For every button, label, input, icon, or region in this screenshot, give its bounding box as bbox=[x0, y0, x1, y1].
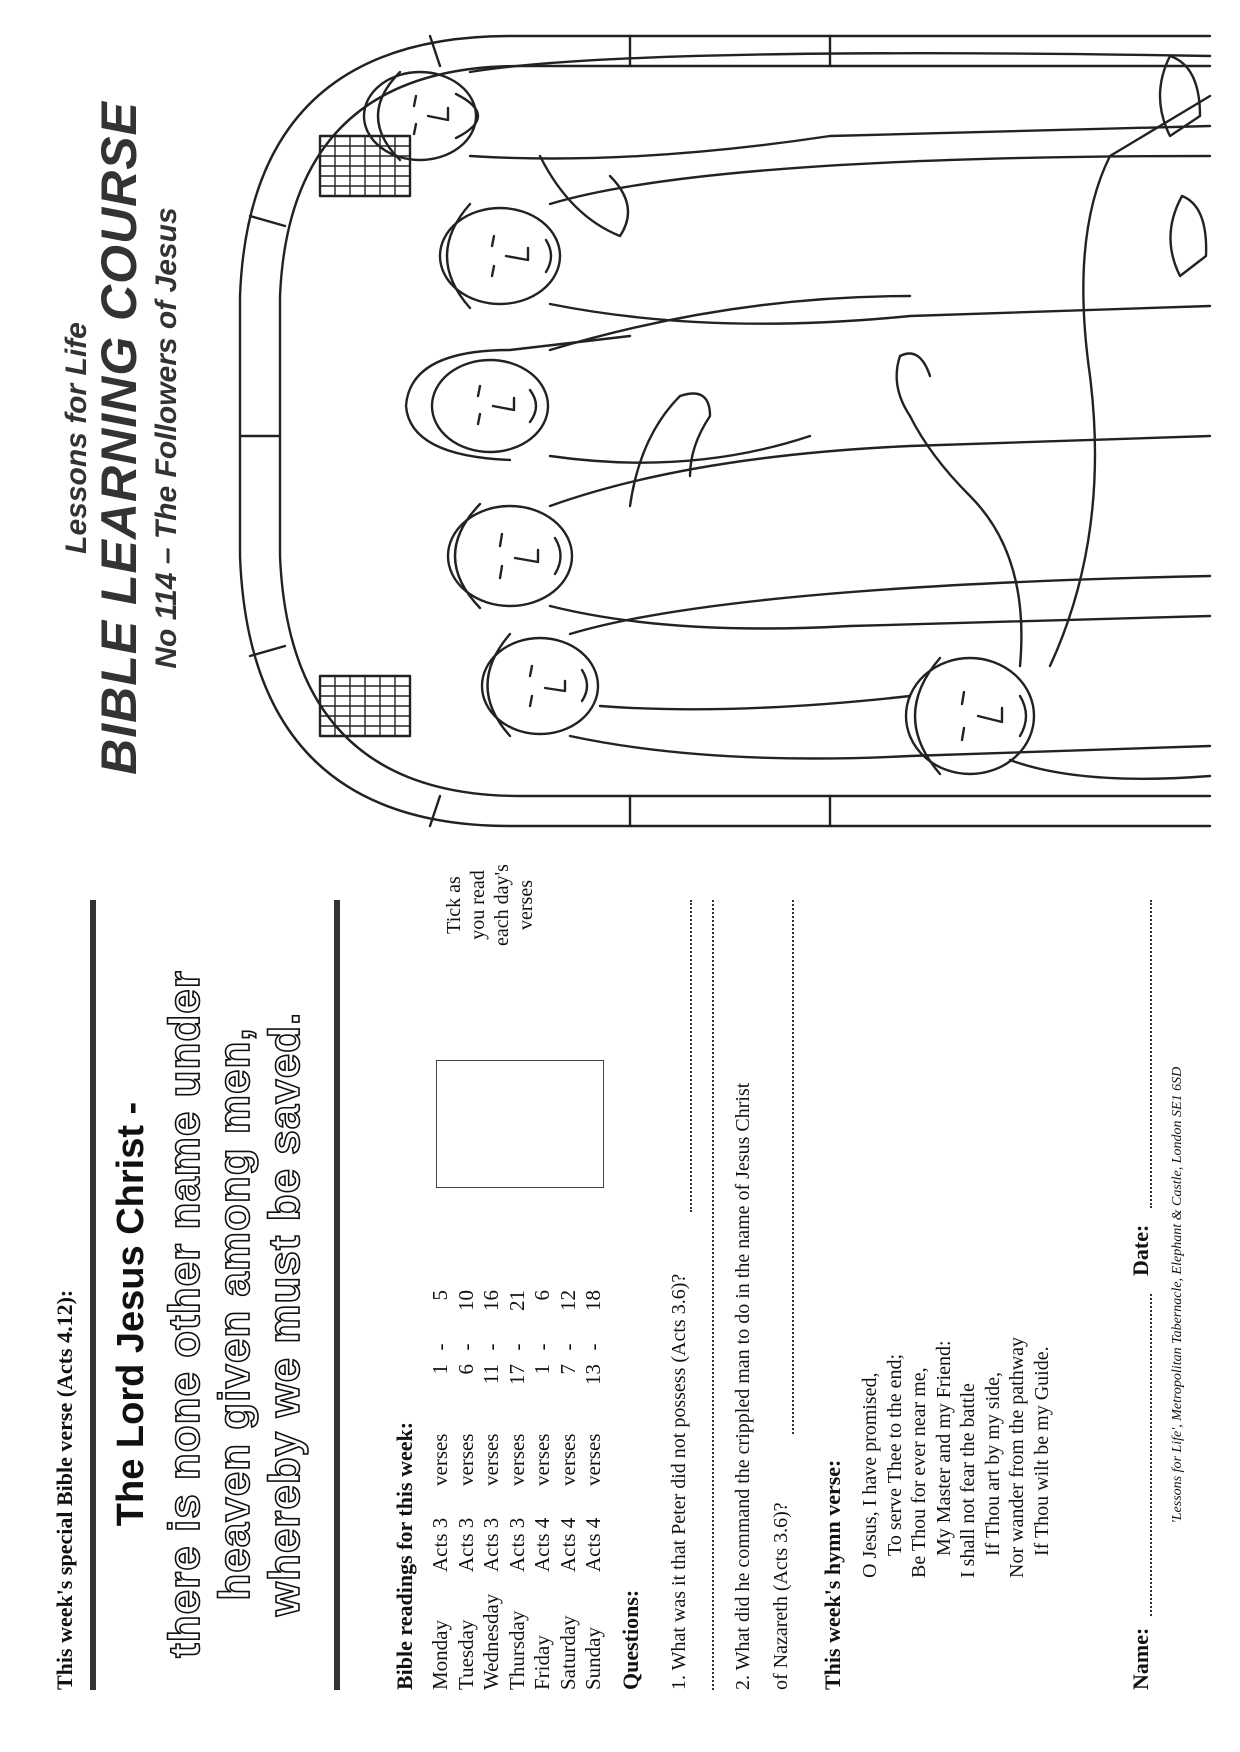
hymn-line: O Jesus, I have promised, bbox=[859, 1372, 881, 1578]
archway bbox=[240, 36, 1210, 826]
figure-robe-4 bbox=[550, 156, 1210, 324]
reading-dash: - bbox=[453, 1343, 478, 1351]
figure-robe-5 bbox=[470, 53, 1210, 158]
question-1: 1. What was it that Peter did not possess (Acts 3.6)? bbox=[668, 1273, 690, 1690]
colouring-illustration bbox=[210, 20, 1220, 856]
reading-row bbox=[428, 1290, 454, 1690]
reading-day: Saturday bbox=[555, 1615, 580, 1690]
reading-to: 5 bbox=[428, 1290, 452, 1301]
foot-left bbox=[1170, 196, 1206, 276]
hymn-line: My Master and my Friend: bbox=[932, 1340, 955, 1556]
reading-day: Thursday bbox=[504, 1610, 529, 1690]
reading-row bbox=[530, 1290, 556, 1690]
reading-dash: - bbox=[555, 1343, 580, 1351]
reading-from: 13 bbox=[581, 1364, 605, 1385]
hymn-line: If Thou wilt be my Guide. bbox=[1030, 1346, 1053, 1556]
readings-heading: Bible readings for this week: bbox=[392, 1421, 417, 1690]
reading-book: Acts 3 bbox=[428, 1517, 452, 1572]
reading-book: Acts 3 bbox=[453, 1517, 478, 1572]
figure-robe-2 bbox=[550, 436, 1210, 629]
reading-to: 16 bbox=[479, 1290, 503, 1311]
reading-row bbox=[581, 1290, 607, 1690]
reading-dash: - bbox=[504, 1343, 529, 1351]
name-label: Name: bbox=[1128, 1627, 1153, 1690]
answer-line-1b[interactable] bbox=[712, 900, 714, 1690]
reading-row bbox=[454, 1290, 480, 1690]
reading-verses-word: verses bbox=[530, 1433, 554, 1486]
tick-box[interactable] bbox=[436, 1060, 604, 1188]
reading-to: 10 bbox=[453, 1290, 478, 1311]
question-2b: of Nazareth (Acts 3.6)? bbox=[770, 1502, 792, 1690]
reading-book: Acts 4 bbox=[581, 1517, 605, 1572]
hymn-line: I shall not fear the battle bbox=[957, 1383, 979, 1578]
verse-line-2: heaven given among men, bbox=[210, 1027, 259, 1601]
reading-from: 7 bbox=[555, 1364, 580, 1375]
reading-dash: - bbox=[479, 1343, 503, 1351]
reading-row bbox=[556, 1290, 582, 1690]
reading-verses-word: verses bbox=[504, 1433, 529, 1486]
tick-line-1: Tick as bbox=[443, 876, 465, 934]
verse-line-1: there is none other name under bbox=[160, 970, 209, 1658]
reading-from: 1 bbox=[530, 1364, 554, 1375]
figure-arm-2 bbox=[630, 394, 710, 507]
reading-day: Monday bbox=[428, 1620, 452, 1690]
footer-address: 'Lessons for Life', Metropolitan Tabernacle, Elephant & Castle, London SE1 6SD bbox=[1170, 1066, 1185, 1524]
verse-line-3: whereby we must be saved. bbox=[260, 1011, 309, 1617]
hymn-heading: This week's hymn verse: bbox=[820, 1459, 845, 1690]
healed-man-arm bbox=[910, 416, 1210, 779]
question-2a: 2. What did he command the crippled man to do in the name of Jesus Christ bbox=[732, 1082, 754, 1690]
figure-head-3 bbox=[432, 360, 548, 452]
foot-right bbox=[1160, 56, 1200, 136]
lesson-title: No 114 – The Followers of Jesus bbox=[150, 207, 183, 669]
course-title: BIBLE LEARNING COURSE bbox=[91, 101, 147, 775]
hymn-line: Nor wander from the pathway bbox=[1006, 1336, 1028, 1578]
tick-line-3: each day's bbox=[491, 864, 513, 946]
reading-from: 11 bbox=[479, 1364, 503, 1385]
reading-row bbox=[505, 1290, 531, 1690]
reading-verses-word: verses bbox=[428, 1433, 452, 1486]
reading-verses-word: verses bbox=[581, 1433, 605, 1486]
tick-line-2: you read bbox=[467, 870, 489, 940]
reading-book: Acts 4 bbox=[555, 1517, 580, 1572]
reading-day: Tuesday bbox=[453, 1619, 478, 1690]
reading-to: 6 bbox=[530, 1290, 554, 1301]
reading-verses-word: verses bbox=[479, 1433, 503, 1486]
reading-row bbox=[479, 1290, 505, 1690]
divider-bottom bbox=[334, 900, 340, 1690]
name-field[interactable] bbox=[1150, 1294, 1152, 1616]
hymn-line: If Thou art by my side, bbox=[981, 1371, 1004, 1556]
figure-head-5 bbox=[364, 72, 476, 160]
answer-line-2[interactable] bbox=[792, 900, 794, 1434]
reading-day: Friday bbox=[530, 1635, 554, 1690]
reading-to: 12 bbox=[555, 1290, 580, 1311]
worksheet-panel bbox=[0, 864, 1240, 1752]
reading-dash: - bbox=[428, 1343, 452, 1351]
reading-book: Acts 3 bbox=[504, 1517, 529, 1572]
readings-table bbox=[428, 1290, 607, 1690]
reading-verses-word: verses bbox=[453, 1433, 478, 1486]
reading-dash: - bbox=[581, 1343, 605, 1351]
reading-day: Wednesday bbox=[479, 1593, 503, 1690]
reading-from: 17 bbox=[504, 1364, 529, 1385]
reading-dash: - bbox=[530, 1343, 554, 1351]
hymn-line: To serve Thee to the end; bbox=[883, 1353, 906, 1556]
hymn-line: Be Thou for ever near me, bbox=[908, 1367, 930, 1578]
divider-top bbox=[90, 900, 96, 1690]
reading-from: 6 bbox=[453, 1364, 478, 1375]
reading-day: Sunday bbox=[581, 1627, 605, 1690]
reading-book: Acts 3 bbox=[479, 1517, 503, 1572]
special-verse-label: This week's special Bible verse (Acts 4.12): bbox=[52, 1289, 77, 1690]
tick-line-4: verses bbox=[515, 880, 537, 930]
reading-verses-word: verses bbox=[555, 1433, 580, 1486]
reading-to: 18 bbox=[581, 1290, 605, 1311]
healed-man-head bbox=[906, 658, 1034, 774]
questions-heading: Questions: bbox=[618, 1589, 643, 1690]
reading-to: 21 bbox=[504, 1290, 529, 1311]
figure-head-1 bbox=[482, 638, 598, 734]
hymn-verse bbox=[858, 1337, 1054, 1578]
date-field[interactable] bbox=[1150, 900, 1152, 1208]
course-subtitle: Lessons for Life bbox=[60, 322, 93, 554]
reading-from: 1 bbox=[428, 1364, 452, 1375]
figure-robe-1 bbox=[570, 576, 1210, 759]
answer-line-1[interactable] bbox=[690, 900, 692, 1212]
reading-book: Acts 4 bbox=[530, 1517, 554, 1572]
date-label: Date: bbox=[1128, 1224, 1153, 1276]
lord-line: The Lord Jesus Christ - bbox=[110, 1101, 152, 1527]
